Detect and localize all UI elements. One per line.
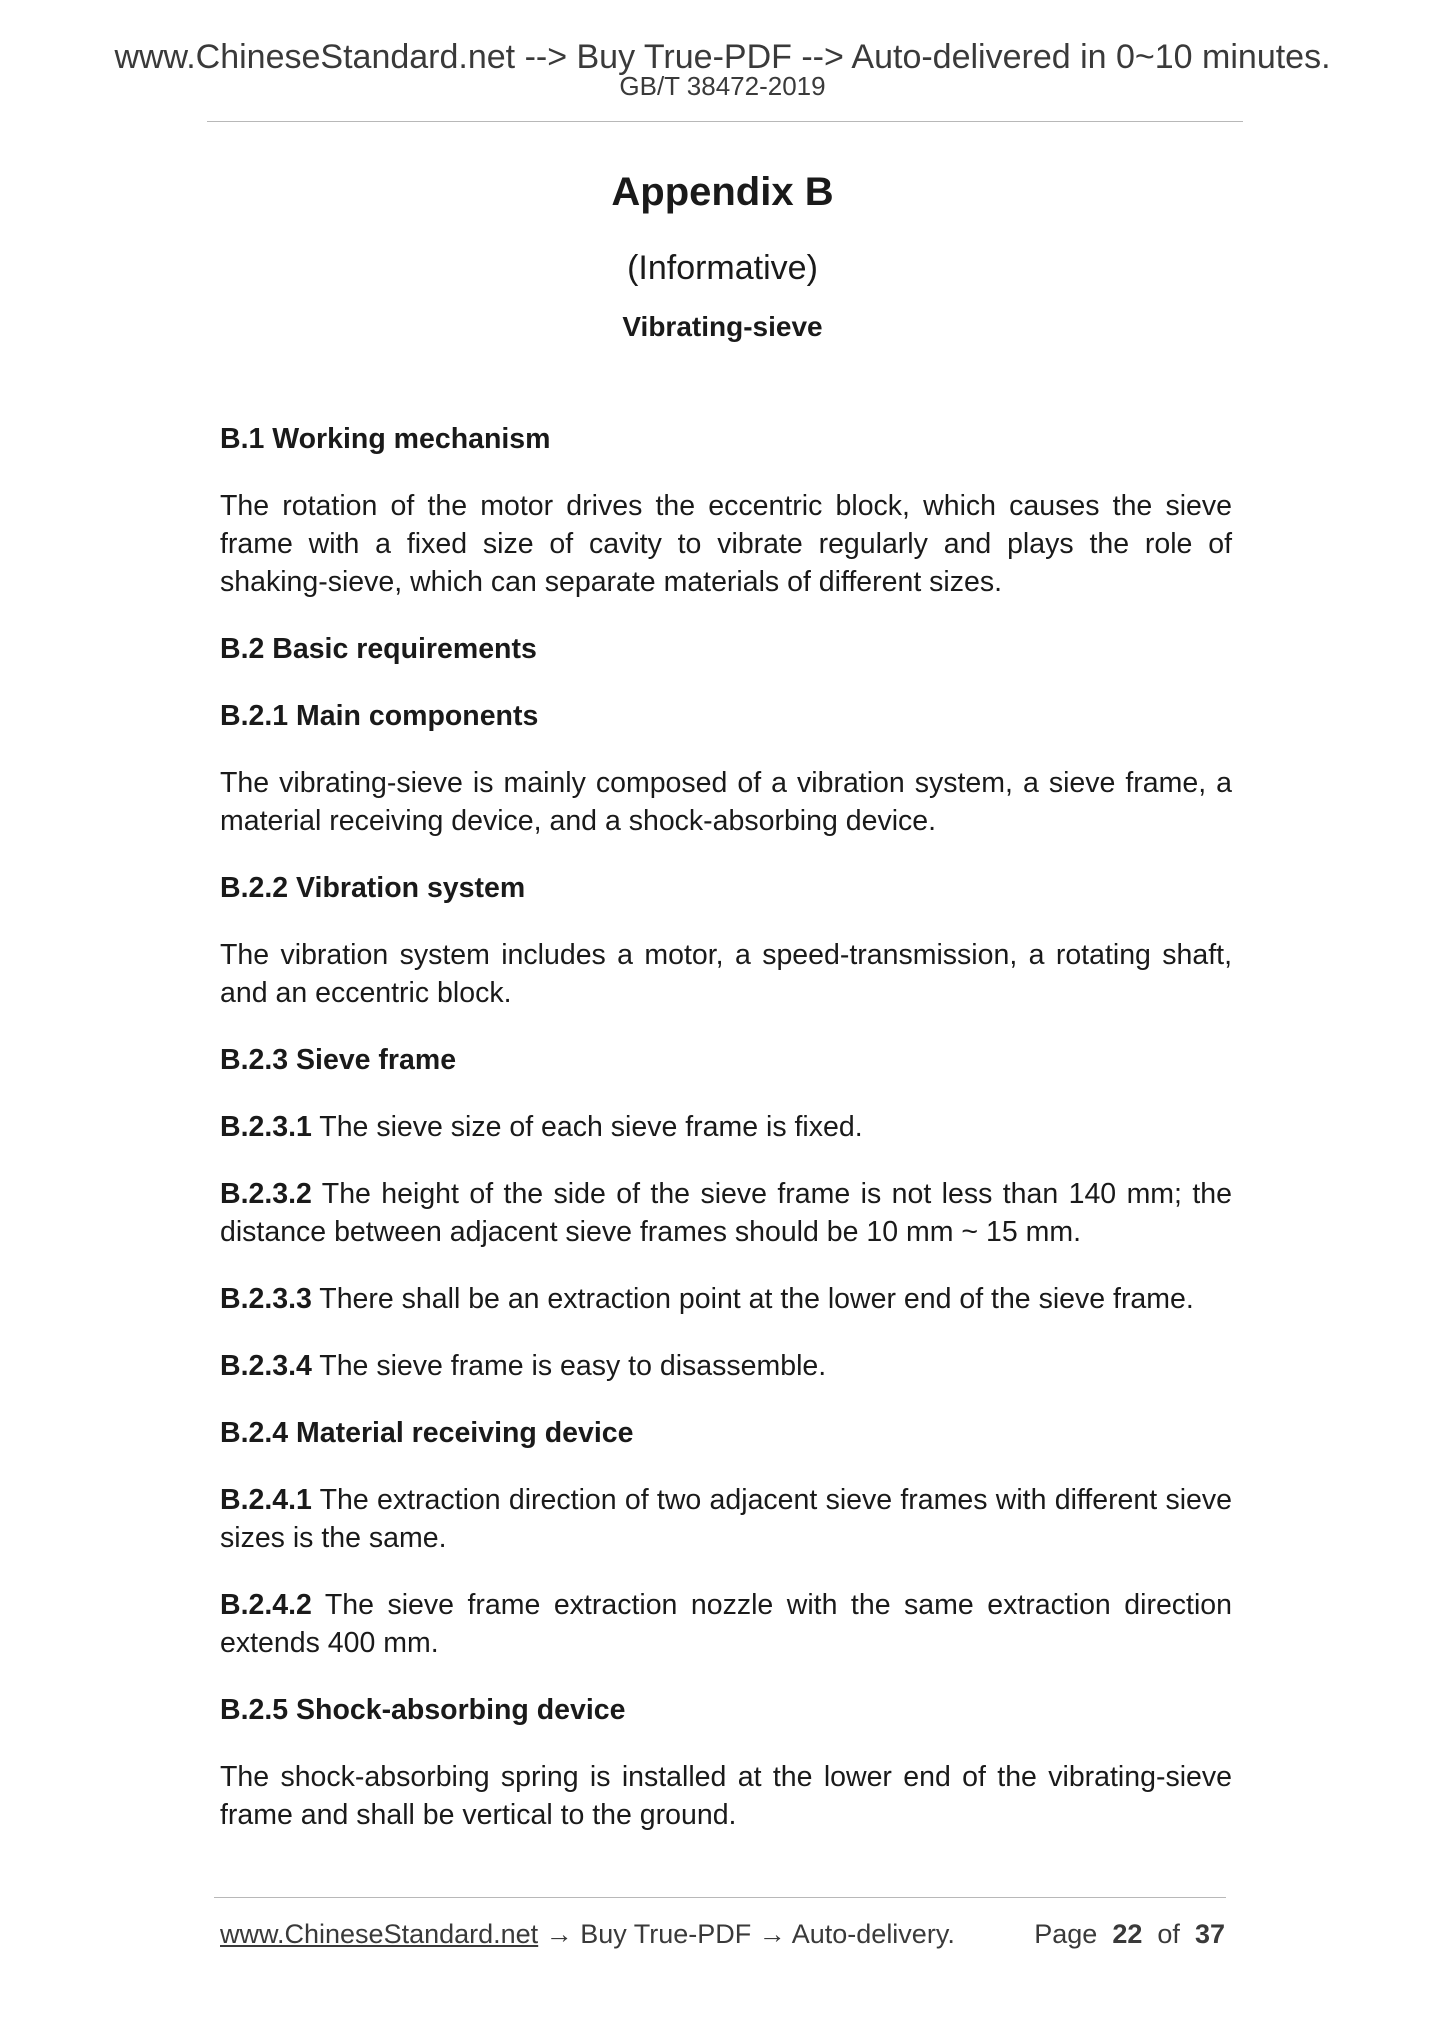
clause-b2-4-1 (220, 1481, 1232, 1557)
section-text-b21: The vibrating-sieve is mainly composed of a vibration system, a sieve frame, a material receiving device, and a shock-absorbing device. (220, 767, 1232, 837)
section-heading-b1: B.1 Working mechanism (220, 423, 551, 455)
top-banner: www.ChineseStandard.net --> Buy True-PDF --> Auto-delivered in 0~10 minutes. (114, 38, 1331, 76)
section-text-b25: The shock-absorbing spring is installed at the lower end of the vibrating-sieve frame and shall be vertical to the ground. (220, 1761, 1232, 1831)
clause-number: B.2.4.2 (220, 1589, 312, 1621)
section-text-b22: The vibration system includes a motor, a speed-transmission, a rotating shaft, and an eccentric block. (220, 939, 1232, 1009)
clause-number: B.2.3.1 (220, 1111, 312, 1143)
clause-text: The height of the side of the sieve frame is not less than 140 mm; the distance between adjacent sieve frames should be 10 mm ~ 15 mm. (220, 1178, 1232, 1248)
section-text-b1: The rotation of the motor drives the eccentric block, which causes the sieve frame with a fixed size of cavity to vibrate regularly and plays the role of shaking-sieve, which can separate materials of different sizes. (220, 490, 1232, 598)
appendix-title: Appendix B (611, 170, 834, 214)
clause-number: B.2.3.2 (220, 1178, 312, 1210)
of-label: of (1157, 1919, 1180, 1949)
section-heading-b21: B.2.1 Main components (220, 700, 539, 732)
appendix-name: Vibrating-sieve (622, 311, 823, 342)
clause-b2-3-4 (220, 1347, 1232, 1385)
standard-code: GB/T 38472-2019 (619, 71, 826, 101)
clause-b2-4-2 (220, 1586, 1232, 1662)
clause-text: The sieve size of each sieve frame is fixed. (311, 1111, 863, 1143)
section-heading-b22: B.2.2 Vibration system (220, 872, 526, 904)
document-body (220, 420, 1232, 1863)
clause-b2-3-2 (220, 1175, 1232, 1251)
clause-number: B.2.4.1 (220, 1484, 312, 1516)
page-current: 22 (1112, 1919, 1143, 1949)
clause-number: B.2.3.3 (220, 1283, 312, 1315)
page-total: 37 (1194, 1919, 1225, 1949)
section-heading-b25: B.2.5 Shock-absorbing device (220, 1694, 626, 1726)
footer-promo (220, 1917, 955, 1951)
clause-text: The sieve frame is easy to disassemble. (311, 1350, 827, 1382)
header-divider (207, 121, 1243, 122)
footer-site-link[interactable]: www.ChineseStandard.net (220, 1919, 539, 1949)
section-heading-b24: B.2.4 Material receiving device (220, 1417, 634, 1449)
page-number (1034, 1917, 1225, 1951)
section-heading-b2: B.2 Basic requirements (220, 633, 537, 665)
footer-divider (214, 1897, 1226, 1898)
clause-b2-3-3 (220, 1280, 1232, 1318)
clause-b2-3-1 (220, 1108, 1232, 1146)
clause-text: The extraction direction of two adjacent sieve frames with different sieve sizes is the same. (220, 1484, 1232, 1554)
clause-number: B.2.3.4 (220, 1350, 312, 1382)
footer-promo-text: → Buy True-PDF → Auto-delivery. (538, 1919, 955, 1949)
page-label: Page (1034, 1919, 1098, 1949)
clause-text: The sieve frame extraction nozzle with the same extraction direction extends 400 mm. (220, 1589, 1232, 1659)
clause-text: There shall be an extraction point at the lower end of the sieve frame. (311, 1283, 1194, 1315)
appendix-subtitle: (Informative) (627, 249, 818, 287)
section-heading-b23: B.2.3 Sieve frame (220, 1044, 457, 1076)
